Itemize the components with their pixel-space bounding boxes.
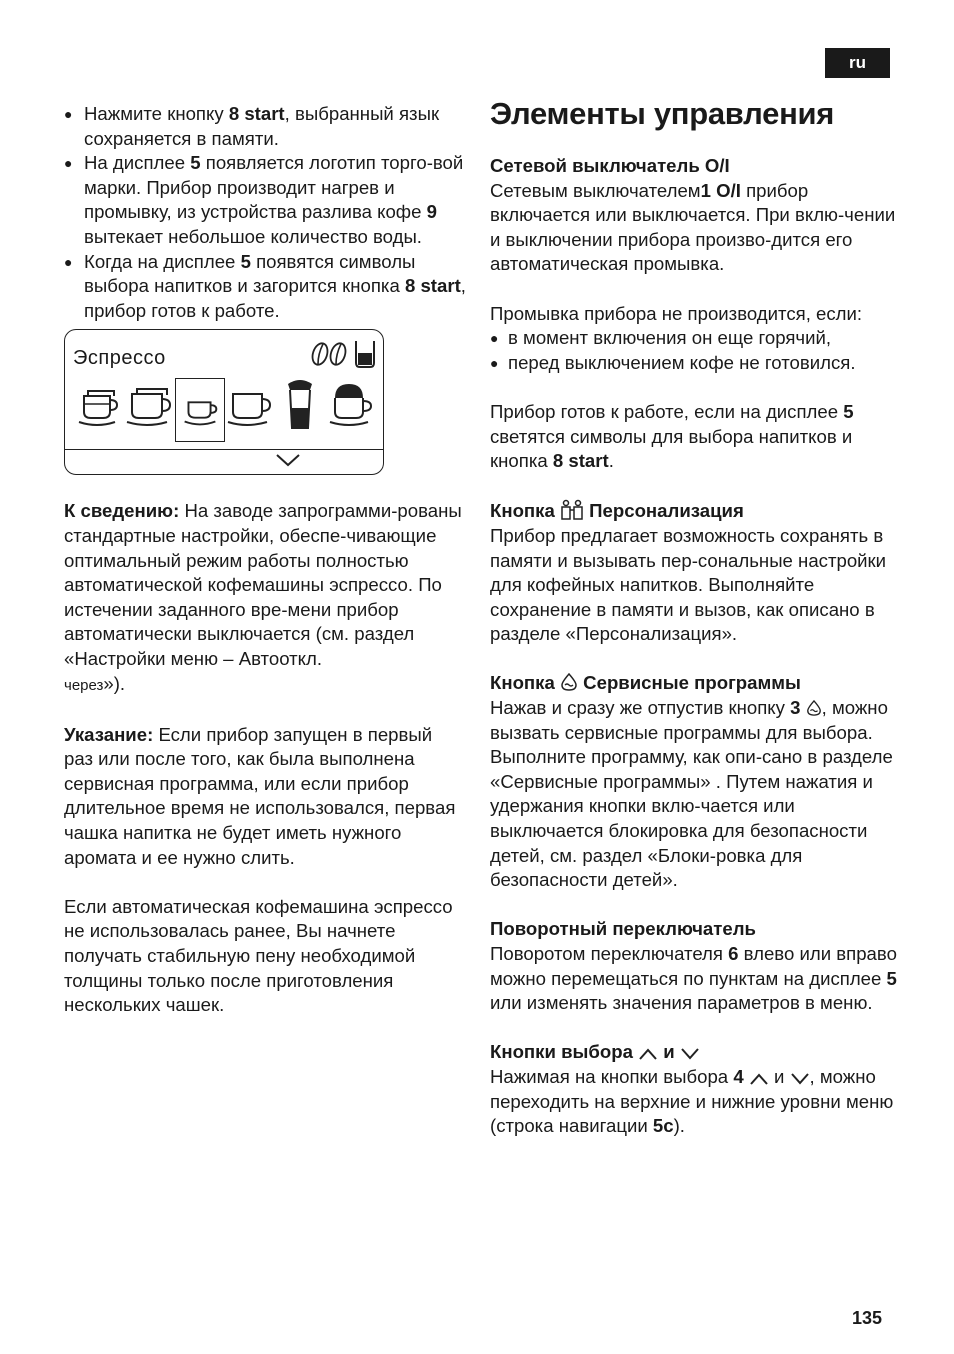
power-switch-text: Сетевым выключателем1 O/I прибор включается или выключается. При вклю-чении и выключении прибора произво-дится его автоматическая промывка. bbox=[490, 179, 896, 275]
section-title-power-switch: Сетевой выключатель O/I bbox=[490, 155, 730, 176]
chevron-up-icon bbox=[749, 1072, 769, 1086]
personalization-text: Прибор предлагает возможность сохранять в памяти и вызывать пер-сональные настройки для кофейных напитков. Выполняйте сохранение в памяти и вызов, как описано в разделе «Персонализация». bbox=[490, 524, 887, 645]
list-item: ● в момент включения он еще горячий, bbox=[490, 326, 900, 351]
right-column bbox=[490, 94, 900, 1139]
setup-steps-list bbox=[64, 102, 466, 323]
service-text: Нажав и сразу же отпустив кнопку 3 , можно вызвать сервисные программы для выбора. Выполните программу, как опи-сано в разделе «Сервисные программы» . Путем нажатия и удержания кнопки вклю-чается или выключается блокировка для безопасности детей, см. раздел «Блоки-ровка для безопасности детей». bbox=[490, 697, 893, 891]
page-number: 135 bbox=[852, 1308, 883, 1328]
machine-display-illustration bbox=[64, 329, 384, 475]
list-item: ● Нажмите кнопку 8 start, выбранный язык сохраняется в памяти. bbox=[64, 102, 466, 151]
section-title-rotary-switch: Поворотный переключатель bbox=[490, 918, 756, 940]
service-drop-icon bbox=[806, 699, 822, 717]
first-use-paragraph: Если автоматическая кофемашина эспрессо не использовалась ранее, Вы начнете получать стабильную пену необходимой толщины только после приготовления нескольких чашек. bbox=[64, 895, 453, 1016]
section-title-select-buttons: Кнопки выбора и bbox=[490, 1040, 900, 1065]
drink-selection-icons bbox=[75, 378, 375, 444]
chevron-down-icon bbox=[790, 1072, 810, 1086]
left-column bbox=[64, 102, 466, 1018]
latte-macchiato-glass-icon bbox=[275, 378, 325, 442]
section-title-personalization: Кнопка Персонализация bbox=[490, 500, 744, 522]
service-drop-icon bbox=[560, 672, 578, 692]
rinse-conditions-list bbox=[490, 326, 900, 375]
double-coffee-cup-icon bbox=[125, 378, 175, 442]
chevron-up-icon bbox=[638, 1047, 658, 1061]
espresso-cup-icon bbox=[176, 379, 224, 441]
list-item: ● Когда на дисплее 5 появятся символы выбора напитков и загорится кнопка 8 start, прибор готов к работе. bbox=[64, 250, 466, 324]
ready-text: Прибор готов к работе, если на дисплее 5 светятся символы для выбора напитков и кнопка 8 start. bbox=[490, 400, 854, 472]
double-espresso-cup-icon bbox=[75, 378, 125, 442]
chevron-down-icon bbox=[275, 452, 301, 468]
section-title-service: Кнопка Сервисные программы bbox=[490, 672, 801, 694]
coffee-cup-icon bbox=[225, 378, 275, 442]
language-badge: ru bbox=[825, 48, 890, 78]
display-drink-title: Эспрессо bbox=[73, 347, 166, 370]
two-coffee-beans-icon bbox=[309, 341, 353, 367]
rotary-switch-text: Поворотом переключателя 6 влево или вправо можно перемещаться по пунктам на дисплее 5 или изменять значения параметров в меню. bbox=[490, 943, 897, 1014]
page-title: Элементы управления bbox=[490, 96, 835, 131]
list-item: ● перед выключением кофе не готовился. bbox=[490, 351, 900, 376]
hint-paragraph: Указание: Если прибор запущен в первый раз или после того, как была выполнена сервисная программа, или если прибор длительное время не использовался, первая чашка напитка не будет иметь нужного аромата и ее нужно слить. bbox=[64, 723, 456, 868]
cappuccino-cup-icon bbox=[325, 378, 375, 442]
cup-filled-icon bbox=[354, 339, 376, 369]
chevron-down-icon bbox=[680, 1047, 700, 1061]
list-item: ● На дисплее 5 появляется логотип торго-вой марки. Прибор производит нагрев и промывку, из устройства разлива кофе 9 вытекает небольшое количество воды. bbox=[64, 151, 466, 249]
display-divider bbox=[65, 449, 383, 450]
rinse-condition-text: Промывка прибора не производится, если: bbox=[490, 302, 863, 324]
drink-selection-highlight bbox=[175, 378, 225, 442]
personalization-icon bbox=[560, 498, 584, 520]
note-paragraph: К сведению: На заводе запрограмми-рованы стандартные настройки, обеспе-чивающие оптимальный режим работы полностью автоматической кофемашины эспрессо. По истечении заданного вре-мени прибор автоматически выключается (см. раздел «Настройки меню – Автооткл. через»). bbox=[64, 500, 462, 694]
select-buttons-text: Нажимая на кнопки выбора 4 и , можно переходить на верхние и нижние уровни меню (строка навигации 5c). bbox=[490, 1065, 894, 1137]
